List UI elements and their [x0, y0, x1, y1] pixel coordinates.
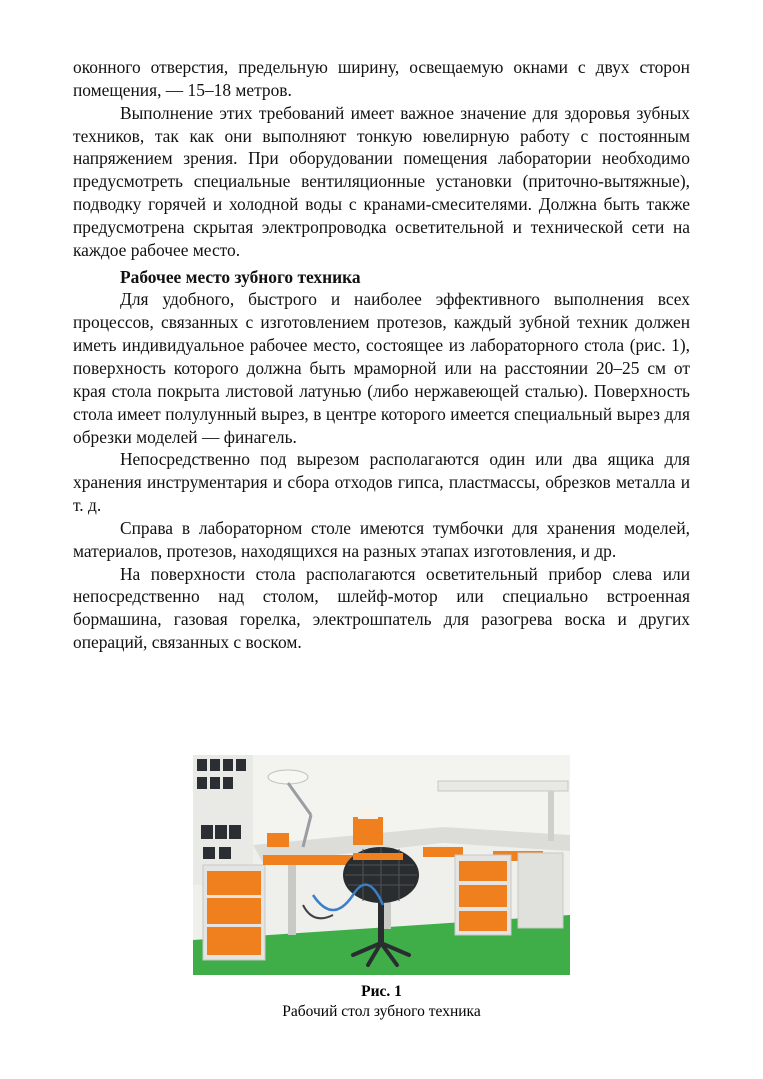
- figure-caption: Рабочий стол зубного техника: [282, 1003, 481, 1020]
- paragraph-3: Для удобного, быстрого и наиболее эффективного выполнения всех процессов, связанных с изготовлением протезов, каждый зубной техник должен иметь индивидуальное рабочее место, состоящее из лабораторного стола (рис. 1), поверхность которого должна быть мраморной или на расстоянии 20–25 см от края стола покрыта листовой латунью (либо нержавеющей сталью). Поверхность стола имеет полулунный вырез, в центре которого имеется специальный вырез для обрезки моделей — финагель.: [73, 289, 690, 447]
- paragraph-6: На поверхности стола располагаются осветительный прибор слева или непосредственно над столом, шлейф-мотор или специально встроенная бормашина, газовая горелка, электрошпатель для разогрева воска и других операций, связанных с воском.: [73, 563, 690, 653]
- lab-workbench-photo: [193, 755, 570, 975]
- workbench-illustration: [193, 755, 570, 975]
- document-body: [73, 56, 690, 654]
- figure-title: Рис. 1: [361, 983, 402, 1000]
- paragraph-5: Справа в лабораторном столе имеются тумбочки для хранения моделей, материалов, протезов, находящихся на разных этапах изготовления, и др.: [73, 517, 690, 561]
- paragraph-2: Выполнение этих требований имеет важное значение для здоровья зубных техников, так как они выполняют тонкую ювелирную работу с постоянным напряжением зрения. При оборудовании помещения лаборатории необходимо предусмотреть специальные вентиляционные установки (приточно-вытяжные), подводку горячей и холодной воды с кранами-смесителями. Должна быть также предусмотрена скрытая электропроводка осветительной и технической сети на каждое рабочее место.: [73, 102, 690, 260]
- section-heading: Рабочее место зубного техника: [120, 266, 361, 287]
- paragraph-1: оконного отверстия, предельную ширину, освещаемую окнами с двух сторон помещения, — 15–18 метров.: [73, 57, 690, 100]
- paragraph-4: Непосредственно под вырезом располагаются один или два ящика для хранения инструментария и сбора отходов гипса, пластмассы, обрезков металла и т. д.: [73, 449, 690, 516]
